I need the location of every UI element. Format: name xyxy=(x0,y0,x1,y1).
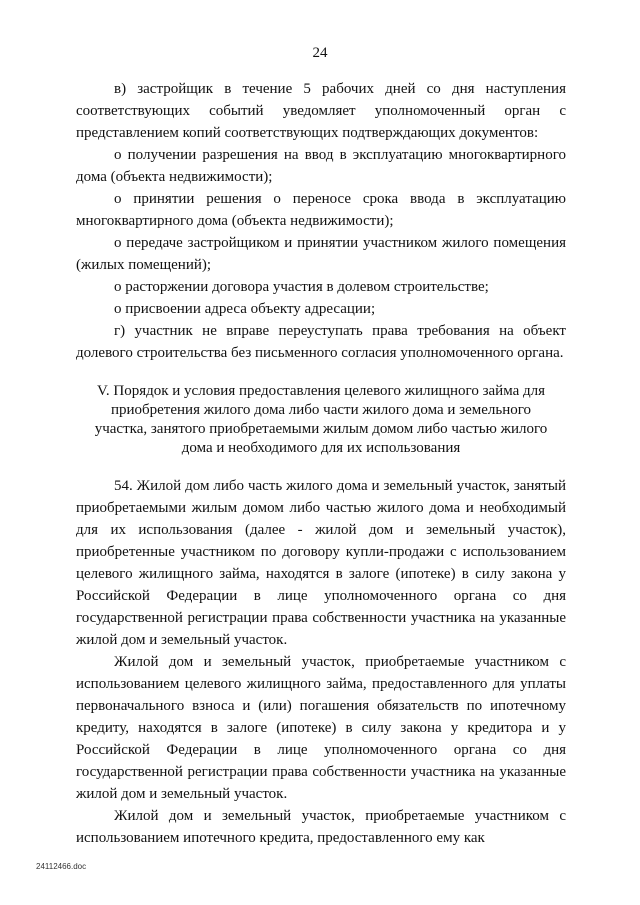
paragraph-assignment-ban: г) участник не вправе переуступать права требования на объект долевого строительства без письменного согласия уполномоченного органа. xyxy=(76,323,566,361)
page-number: 24 xyxy=(312,45,328,61)
paragraph-deadline-change: о принятии решения о переносе срока ввода в эксплуатацию многоквартирного дома (объекта недвижимости); xyxy=(76,191,566,229)
paragraph-handover: о передаче застройщиком и принятии участником жилого помещения (жилых помещений); xyxy=(76,235,566,273)
footer-filename: 24112466.doc xyxy=(36,862,87,871)
paragraph-54: 54. Жилой дом либо часть жилого дома и земельный участок, занятый приобретаемыми жилым домом либо частью жилого дома и необходимый для их использования (далее - жилой дом и земельный участок), приобретенные участником по договору купли-продажи с использованием целевого жилищного займа, находятся в залоге (ипотеке) в силу закона у Российской Федерации в лице уполномоченного органа со дня государственной регистрации права собственности участника на указанные жилой дом и земельный участок. xyxy=(76,478,566,648)
paragraph-pledge-creditor: Жилой дом и земельный участок, приобретаемые участником с использованием целевого жилищного займа, предоставленного для уплаты первоначального взноса и (или) погашения обязательств по ипотечному кредиту, находятся в залоге (ипотеке) в силу закона у кредитора и у Российской Федерации в лице уполномоченного органа со дня государственной регистрации права собственности участника на указанные жилой дом и земельный участок. xyxy=(76,654,566,802)
paragraph-permit: о получении разрешения на ввод в эксплуатацию многоквартирного дома (объекта недвижимости); xyxy=(76,147,566,185)
paragraph-mortgage-credit: Жилой дом и земельный участок, приобретаемые участником с использованием ипотечного кредита, предоставленного ему как xyxy=(76,808,566,846)
paragraph-address: о присвоении адреса объекту адресации; xyxy=(114,301,376,317)
paragraph-developer-obligation: в) застройщик в течение 5 рабочих дней со дня наступления соответствующих событий уведомляет уполномоченный орган с представлением копий соответствующих подтверждающих документов: xyxy=(76,81,566,141)
paragraph-termination: о расторжении договора участия в долевом строительстве; xyxy=(114,279,489,295)
section-heading: V. Порядок и условия предоставления целевого жилищного займа для приобретения жилого дома либо части жилого дома и земельного участка, занятого приобретаемыми жилым домом либо частью жилого дома и необходимого для их использования xyxy=(94,383,548,456)
document-body xyxy=(76,78,566,849)
